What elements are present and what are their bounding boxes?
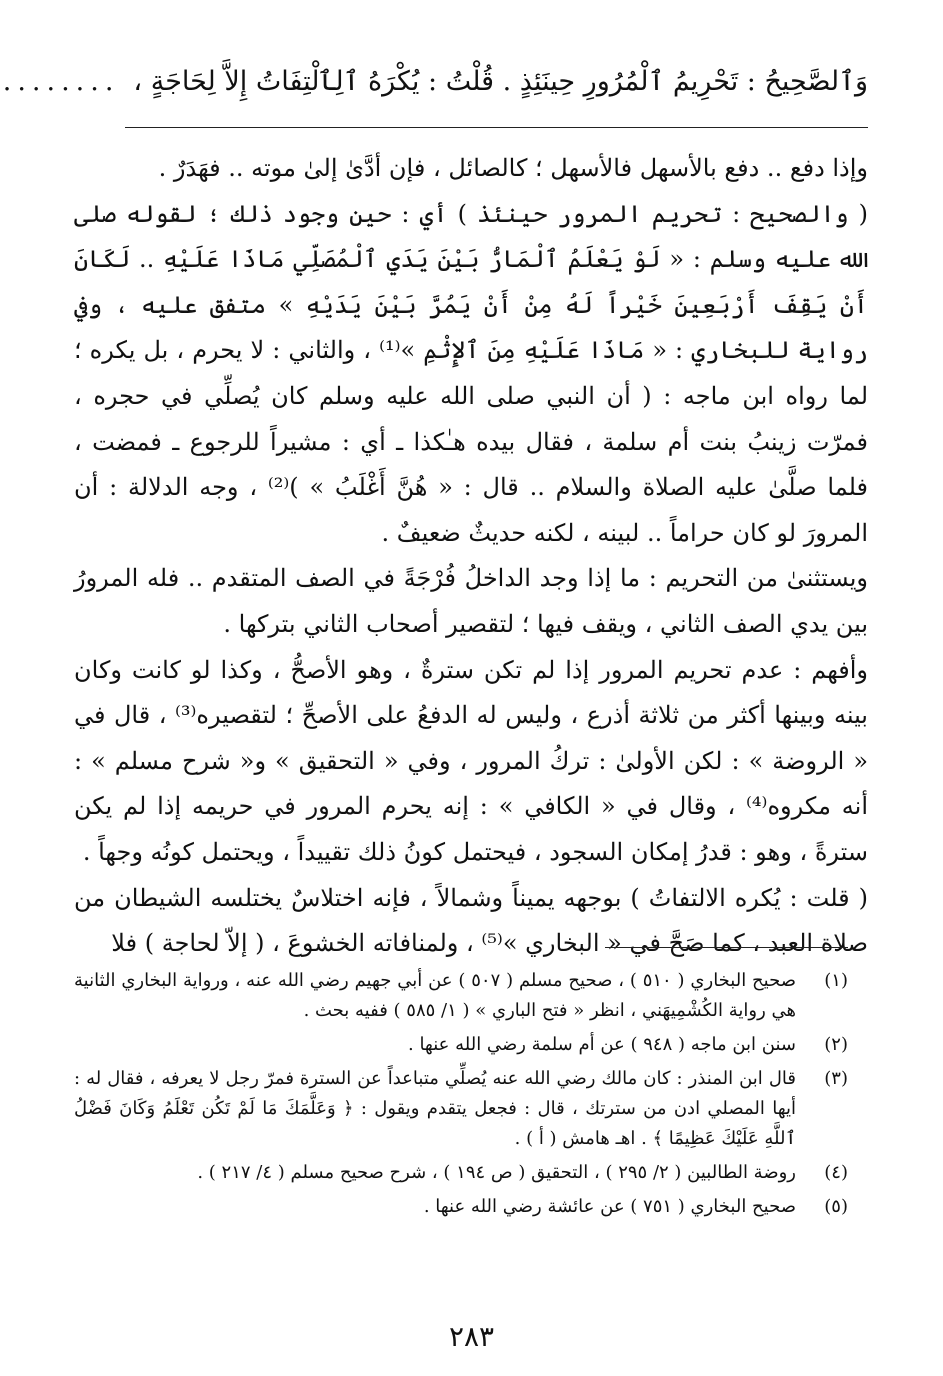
footnote <box>74 1030 848 1060</box>
header-dots: ........ <box>2 65 120 97</box>
footnote-rule <box>605 947 848 948</box>
header-rule <box>125 127 868 128</box>
paragraph: وأفهم : عدم تحريم المرور إذا لم تكن سترةٌ ، وهو الأصحُّ ، وكذا لو كانت وكان بينه وبينها أكثر من ثلاثة أذرع ، وليس له الدفعُ على الأصحِّ ؛ لتقصيره⁽³⁾ ، قال في « الروضة » : لكن الأولىٰ : تركُ المرور ، وفي « التحقيق » و« شرح مسلم » : أنه مكروه⁽⁴⁾ ، وقال في « الكافي » : إنه يحرم المرور في حريمه إذا لم يكن سترةً ، وهو : قدرُ إمكان السجود ، فيحتمل كونُ ذلك تقييداً ، ويحتمل كونُه وجهاً . <box>74 655 868 866</box>
footnote-text: روضة الطالبين ( ٢/ ٢٩٥ ) ، التحقيق ( ص ١٩٤ ) ، شرح صحيح مسلم ( ٤/ ٢١٧ ) . <box>197 1162 796 1183</box>
footnote-number: (١) <box>824 970 848 991</box>
footnote-text: صحيح البخاري ( ٧٥١ ) عن عائشة رضي الله عنها . <box>423 1196 796 1217</box>
header-text: وَٱلصَّحِيحُ : تَحْرِيمُ ٱلْمُرُورِ حِينَئِذٍ . قُلْتُ : يُكْرَهُ ٱلِٱلْتِفَاتُ إِلاَّ لِحَاجَةٍ ، <box>133 65 868 97</box>
footnote-text: صحيح البخاري ( ٥١٠ ) ، صحيح مسلم ( ٥٠٧ ) عن أبي جهيم رضي الله عنه ، ورواية البخاري الثانية هي رواية الكُشْمِيهَني ، انظر « فتح الباري » ( ١/ ٥٨٥ ) ففيه بحث . <box>74 970 796 1021</box>
footnote <box>74 966 848 1026</box>
footnote-number: (٢) <box>824 1034 848 1055</box>
footnote-text: قال ابن المنذر : كان مالك رضي الله عنه يُصلِّي متباعداً عن السترة فمرّ رجل لا يعرفه ، فقال له : أيها المصلي ادن من سترتك ، قال : فجعل يتقدم ويقول : ﴿ وَعَلَّمَكَ مَا لَمْ تَكُن تَعْلَمُ وَكَانَ فَضْلُ ٱللَّهِ عَلَيْكَ عَظِيمًا ﴾ . اهـ هامش ( أ ) . <box>74 1068 796 1149</box>
main-text <box>74 146 868 967</box>
page-number: ٢٨٣ <box>448 1320 495 1353</box>
footnote-number: (٥) <box>824 1196 848 1217</box>
paragraph: وإذا دفع .. دفع بالأسهل فالأسهل ؛ كالصائل ، فإن أدَّىٰ إلىٰ موته .. فهَدَرٌ . <box>158 154 868 182</box>
paragraph: ( والصحيح : تحريم المرور حينئذ ) أي : حين وجود ذلك ؛ لقوله صلى الله عليه وسلم : « لَوْ يَعْلَمُ ٱلْمَارُّ بَيْنَ يَدَيِ ٱلْمُصَلِّي مَاذَا عَلَيْهِ .. لَكَانَ أَنْ يَقِفَ أَرْبَعِينَ خَيْراً لَهُ مِنْ أَنْ يَمُرَّ بَيْنَ يَدَيْهِ » متفق عليه ، وفي رواية للبخاري : « مَاذَا عَلَيْهِ مِنَ ٱلإِثْمِ »⁽¹⁾ ، والثاني : لا يحرم ، بل يكره ؛ لما رواه ابن ماجه : ( أن النبي صلى الله عليه وسلم كان يُصلِّي في حجره ، فمرّت زينبُ بنت أم سلمة ، فقال بيده هـٰكذا ـ أي : مشيراً للرجوع ـ فمضت ، فلما صلَّىٰ عليه الصلاة والسلام .. قال : « هُنَّ أَغْلَبُ » )⁽²⁾ ، وجه الدلالة : أن المرورَ لو كان حراماً .. لبينه ، لكنه حديثٌ ضعيفٌ . <box>74 199 868 547</box>
footnote <box>74 1158 848 1188</box>
footnote-text: سنن ابن ماجه ( ٩٤٨ ) عن أم سلمة رضي الله عنها . <box>408 1034 796 1055</box>
paragraph: ويستثنىٰ من التحريم : ما إذا وجد الداخلُ فُرْجَةً في الصف المتقدم .. فله المرورُ بين يدي الصف الثاني ، ويقف فيها ؛ لتقصير أصحاب الثاني بتركها . <box>74 564 868 638</box>
footnote-number: (٣) <box>824 1068 848 1089</box>
paragraph: ( قلت : يُكره الالتفاتُ ) بوجهه يميناً وشمالاً ، فإنه اختلاسٌ يختلسه الشيطان من صلاة العبد ، كما صَحَّ في « البخاري »⁽⁵⁾ ، ولمنافاته الخشوعَ ، ( إلاّ لحاجة ) فلا <box>74 883 868 958</box>
footnotes <box>74 966 848 1226</box>
footnote <box>74 1192 848 1222</box>
footnote <box>74 1064 848 1154</box>
running-header <box>2 56 868 106</box>
footnote-number: (٤) <box>824 1162 848 1183</box>
